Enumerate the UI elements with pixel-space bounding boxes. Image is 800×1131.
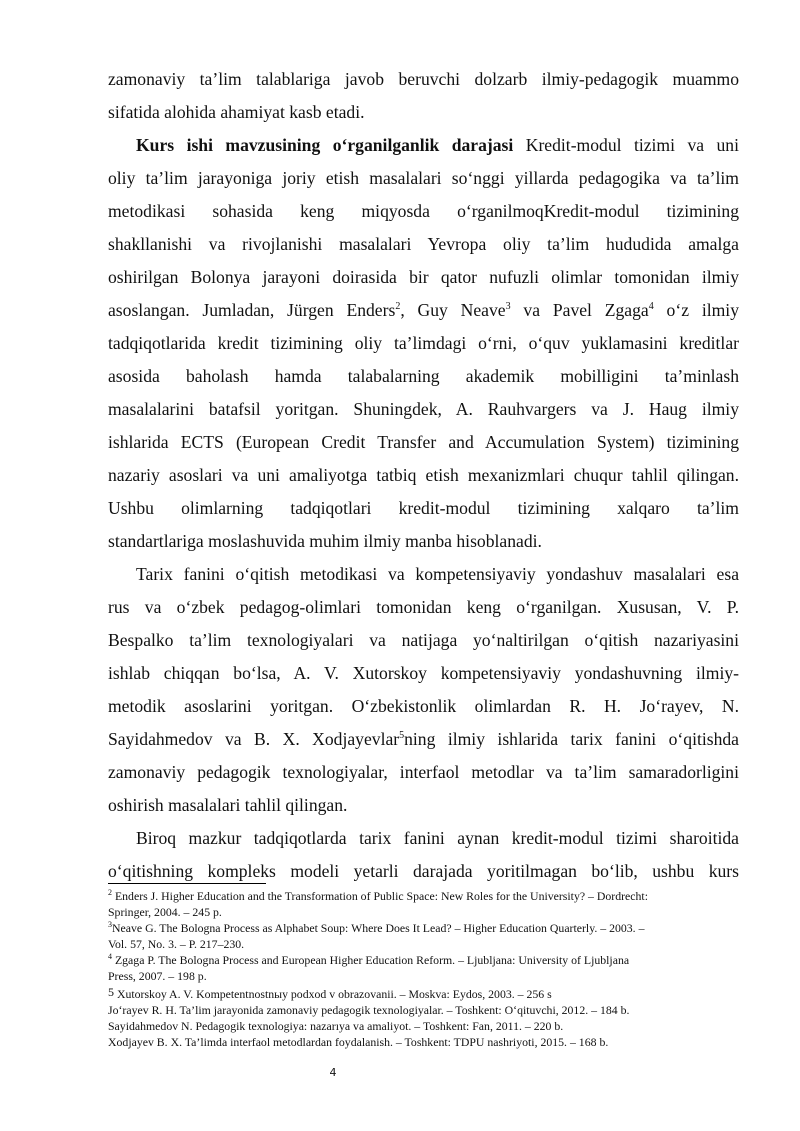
text-line: oshirish masalalari tahlil qilingan. [108,795,348,815]
text-line: standartlariga moslashuvida muhim ilmiy manba hisoblanadi. [108,531,542,551]
text-line: shakllanishi va rivojlanishi masalalari Yevropa oliy ta’lim hududida amalga [108,234,739,254]
footnote: $^4$ Zgaga P. The Bologna Process and European Higher Education Reform. – Ljubljana: University of Ljubljana [108,952,630,967]
text-line: Bespalko ta’lim texnologiyalari va natijaga yo‘naltirilgan o‘qitish nazariyasini [108,630,739,650]
footnote: Press, 2007. – 198 p. [108,969,207,983]
text-line: oliy ta’lim jarayoniga joriy etish masalalari so‘nggi yillarda pedagogika va ta’lim [108,168,739,188]
footnotes [108,883,748,1050]
text-line: ishlarida ECTS (European Credit Transfer and Accumulation System) tizimining [108,432,739,452]
footnote-ref: 3 [505,301,511,313]
footnote-ref: 4 [648,301,654,313]
text-line: tadqiqotlarida kredit tizimining oliy ta’limdagi o‘rni, o‘quv yuklamasini kreditlar [108,333,739,353]
footnote-ref: 5 [399,730,405,742]
text-line: Tarix fanini o‘qitish metodikasi va kompetensiyaviy yondashuv masalalari esa [136,564,739,584]
footnote: Springer, 2004. – 245 p. [108,905,222,919]
section-heading: Kurs ishi mavzusining o‘rganilganlik darajasi [136,135,514,155]
text-line: Sayidahmedov va B. X. Xodjayevlar$^5$ning ilmiy ishlarida tarix fanini o‘qitishda [108,729,739,749]
footnote: $^2$ Enders J. Higher Education and the Transformation of Public Space: New Roles for the University? – Dordrecht: [108,888,648,903]
footnote: Xodjayev B. X. Ta’limda interfaol metodlardan foydalanish. – Toshkent: TDPU nashriyoti, 2015. – 168 b. [108,1035,609,1049]
text-line: asoslangan. Jumladan, Jürgen Enders$^2$, Guy Neave$^3$ va Pavel Zgaga$^4$ o‘z ilmiy [108,300,739,320]
text-line: Biroq mazkur tadqiqotlarda tarix fanini aynan kredit-modul tizimi sharoitida [136,828,739,848]
text-line: masalalarini batafsil yoritgan. Shuningdek, A. Rauhvargers va J. Haug ilmiy [108,399,739,419]
body-text [108,63,739,888]
footnote: Vol. 57, No. 3. – P. 217–230. [108,937,245,951]
text-line: Ushbu olimlarning tadqiqotlari kredit-modul tizimining xalqaro ta’lim [108,498,739,518]
text-line: Kurs ishi mavzusining o‘rganilganlik darajasi Kredit-modul tizimi va uni [136,135,739,155]
text-line: ishlab chiqqan bo‘lsa, A. V. Xutorskoy kompetensiyaviy yondashuvning ilmiy- [108,663,739,683]
footnote: 5 Xutorskoy A. V. Kompetentnostnыy podxod v obrazovanii. – Moskva: Eydos, 2003. – 256 s [108,985,552,1001]
footnote-separator [108,883,266,884]
footnote: Jo‘rayev R. H. Ta’lim jarayonida zamonaviy pedagogik texnologiyalar. – Toshkent: O‘qituvchi, 2012. – 184 b. [108,1003,630,1017]
footnote: Sayidahmedov N. Pedagogik texnologiya: nazarıya va amaliyot. – Toshkent: Fan, 2011. – 220 b. [108,1019,564,1033]
text-line: zamonaviy ta’lim talablariga javob beruvchi dolzarb ilmiy-pedagogik muammo [108,69,739,89]
footnote-ref: 2 [395,301,401,313]
text-line: metodik asoslarini yoritgan. O‘zbekistonlik olimlardan R. H. Jo‘rayev, N. [108,696,739,716]
text-line: metodikasi sohasida keng miqyosda o‘rganilmoqKredit-modul tizimining [108,201,739,221]
page-number: 4 [329,1066,337,1079]
text-line: sifatida alohida ahamiyat kasb etadi. [108,102,365,122]
footnote: $^3$Neave G. The Bologna Process as Alphabet Soup: Where Does It Lead? – Higher Education Quarterly. – 2003. – [108,920,645,935]
text-line: rus va o‘zbek pedagog-olimlari tomonidan keng o‘rganilgan. Xususan, V. P. [108,597,739,617]
text-line: asosida baholash hamda talabalarning akademik mobilligini ta’minlash [108,366,739,386]
text-line: nazariy asoslari va uni amaliyotga tatbiq etish mexanizmlari chuqur tahlil qilingan. [108,465,739,485]
text-line: o‘qitishning kompleks modeli yetarli darajada yoritilmagan bo‘lib, ushbu kurs [108,861,739,881]
text-line: zamonaviy pedagogik texnologiyalar, interfaol metodlar va ta’lim samaradorligini [108,762,739,782]
text-line: oshirilgan Bolonya jarayoni doirasida bir qator nufuzli olimlar tomonidan ilmiy [108,267,739,287]
